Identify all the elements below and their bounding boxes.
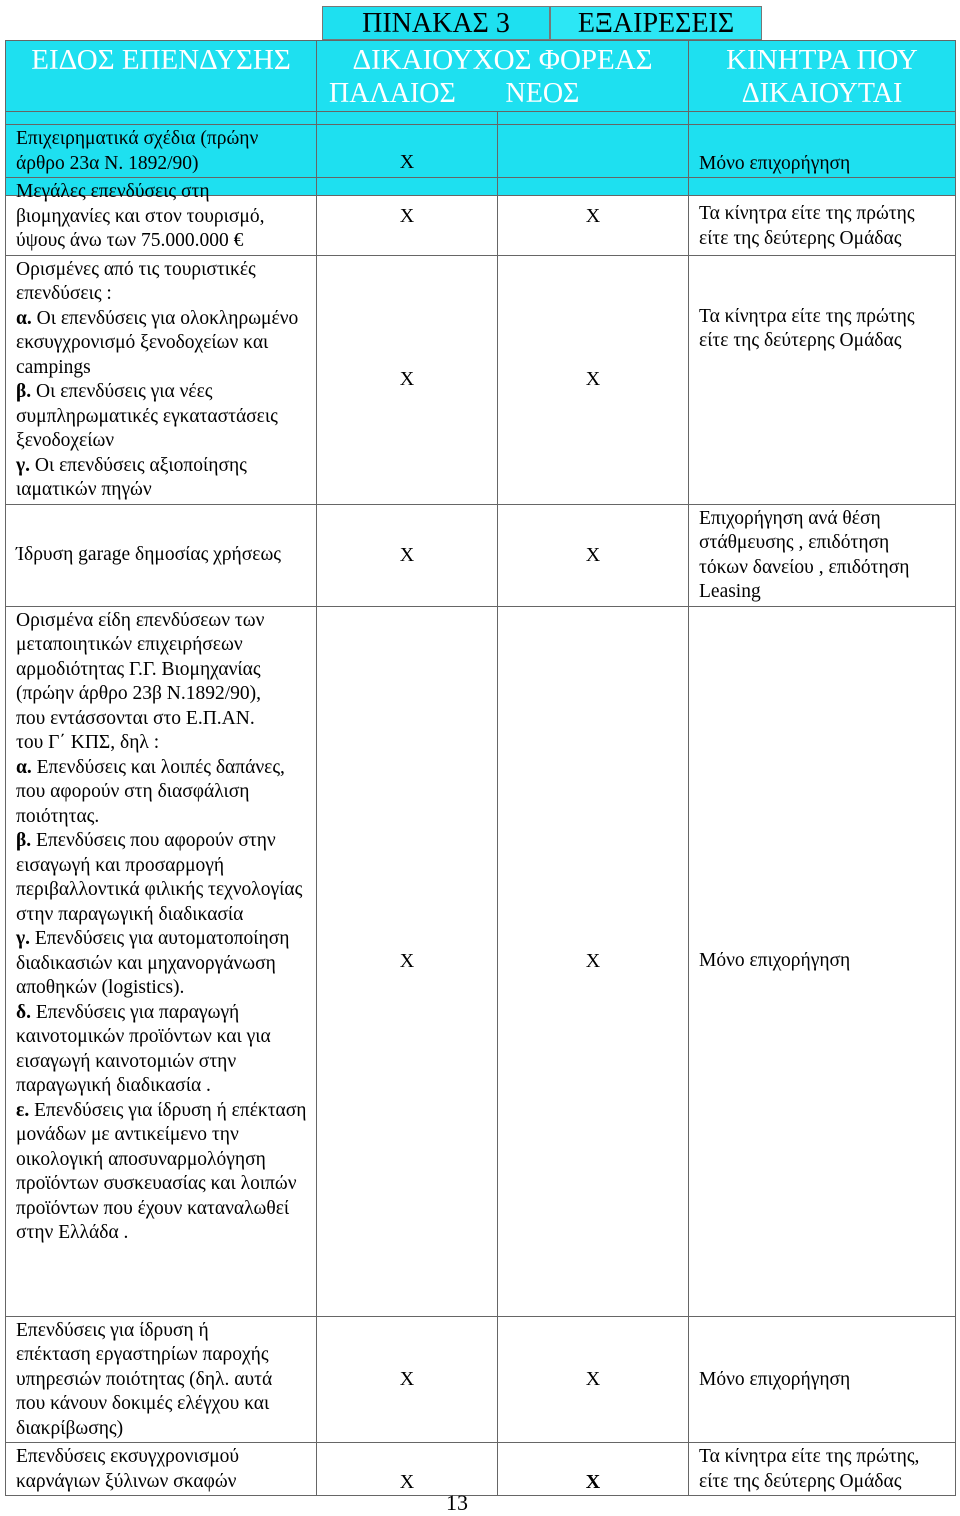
table-row	[6, 255, 956, 504]
table-title-bar	[322, 6, 762, 40]
new-mark: Χ	[498, 1316, 689, 1443]
row-description: Επενδύσεις εκσυγχρονισμού καρνάγιων ξύλινων σκαφών	[6, 1443, 317, 1496]
table-row	[6, 606, 956, 1316]
list-item: α. Οι επενδύσεις για ολοκληρωμένο εκσυγχρονισμό ξενοδοχείων και campings	[16, 307, 299, 378]
incentive-text: Επιχορήγηση ανά θέση στάθμευσης , επιδότηση τόκων δανείου , επιδότηση Leasing	[689, 504, 956, 606]
new-mark	[498, 125, 689, 178]
incentive-text: Τα κίνητρα είτε της πρώτης είτε της δεύτερης Ομάδας	[689, 178, 956, 256]
table-row	[6, 1316, 956, 1443]
header-row	[6, 41, 956, 112]
new-mark: Χ	[498, 255, 689, 504]
new-mark: Χ	[498, 504, 689, 606]
list-item: α. Επενδύσεις και λοιπές δαπάνες, που αφορούν στη διασφάλιση ποιότητας.	[16, 756, 285, 827]
table-row	[6, 178, 956, 256]
incentive-text: Τα κίνητρα είτε της πρώτης, είτε της δεύτερης Ομάδας	[689, 1443, 956, 1496]
old-mark: Χ	[317, 606, 498, 1316]
exceptions-label: ΕΞΑΙΡΕΣΕΙΣ	[550, 6, 762, 40]
header-beneficiary: ΔΙΚΑΙΟΥΧΟΣ ΦΟΡΕΑΣ ΠΑΛΑΙΟΣ ΝΕΟΣ	[317, 41, 689, 112]
row-description: Ίδρυση garage δημοσίας χρήσεως	[6, 504, 317, 606]
table-row	[6, 1443, 956, 1496]
old-mark: Χ	[317, 178, 498, 256]
incentive-text: Μόνο επιχορήγηση	[689, 1316, 956, 1443]
header-old: ΠΑΛΑΙΟΣ	[329, 78, 456, 109]
row-description: Ορισμένα είδη επενδύσεων των μεταποιητικών επιχειρήσεων αρμοδιότητας Γ.Γ. Βιομηχανίας (πρώην άρθρο 23β Ν.1892/90), που εντάσσονται στο Ε.Π.ΑΝ. του Γ΄ ΚΠΣ, δηλ : α. Επενδύσεις και λοιπές δαπάνες, που αφορούν στη διασφάλιση ποιότητας. β. Επενδύσεις που αφορούν στην εισαγωγή και προσαρμογή περιβαλλοντικά φιλικής τεχνολογίας στην παραγωγική διαδικασία γ. Επενδύσεις για αυτοματοποίηση διαδικασιών και μηχανοργάνωση αποθηκών (logistics). δ. Επενδύσεις για παραγωγή καινοτομικών προϊόντων και για εισαγωγή καινοτομιών στην παραγωγική διαδικασία . ε. Επενδύσεις για ίδρυση ή επέκταση μονάδων με αντικείμενο την οικολογική αποσυναρμολόγηση προϊόντων συσκευασίας και λοιπών προϊόντων που έχουν καταναλωθεί στην Ελλάδα .	[6, 606, 317, 1316]
list-item: ε. Επενδύσεις για ίδρυση ή επέκταση μονάδων με αντικείμενο την οικολογική αποσυναρμολόγηση προϊόντων συσκευασίας και λοιπών προϊόντων που έχουν καταναλωθεί στην Ελλάδα .	[16, 1099, 307, 1243]
row-description: Ορισμένες από τις τουριστικές επενδύσεις : α. Οι επενδύσεις για ολοκληρωμένο εκσυγχρονισμό ξενοδοχείων και campings β. Οι επενδύσεις για νέες συμπληρωματικές εγκαταστάσεις ξενοδοχείων γ. Οι επενδύσεις αξιοποίησης ιαματικών πηγών	[6, 255, 317, 504]
table-row	[6, 504, 956, 606]
list-item: β. Οι επενδύσεις για νέες συμπληρωματικές εγκαταστάσεις ξενοδοχείων	[16, 381, 278, 451]
list-item: δ. Επενδύσεις για παραγωγή καινοτομικών προϊόντων και για εισαγωγή καινοτομιών στην παραγωγική διαδικασία .	[16, 1001, 271, 1096]
incentive-text: Μόνο επιχορήγηση	[689, 606, 956, 1316]
incentive-text: Μόνο επιχορήγηση	[689, 125, 956, 178]
list-item: γ. Οι επενδύσεις αξιοποίησης ιαματικών πηγών	[16, 454, 247, 500]
table-label: ΠΙΝΑΚΑΣ 3	[322, 6, 550, 40]
header-incentives: ΚΙΝΗΤΡΑ ΠΟΥ ΔΙΚΑΙΟΥΤΑΙ	[689, 41, 956, 112]
row-description: Μεγάλες επενδύσεις στη βιομηχανίες και στον τουρισμό, ύψους άνω των 75.000.000 €	[6, 178, 317, 256]
new-mark: Χ	[498, 1443, 689, 1496]
new-mark: Χ	[498, 606, 689, 1316]
old-mark: Χ	[317, 1316, 498, 1443]
incentive-text: Τα κίνητρα είτε της πρώτης είτε της δεύτερης Ομάδας	[689, 255, 956, 504]
old-mark: Χ	[317, 504, 498, 606]
header-investment-type: ΕΙΔΟΣ ΕΠΕΝΔΥΣΗΣ	[6, 41, 317, 112]
investment-table-body	[5, 124, 956, 1496]
new-mark: Χ	[498, 178, 689, 256]
row-description: Επενδύσεις για ίδρυση ή επέκταση εργαστηρίων παροχής υπηρεσιών ποιότητας (δηλ. αυτά που κάνουν δοκιμές ελέγχου και διακρίβωσης)	[6, 1316, 317, 1443]
list-item: γ. Επενδύσεις για αυτοματοποίηση διαδικασιών και μηχανοργάνωση αποθηκών (logistics).	[16, 928, 290, 998]
old-mark: Χ	[317, 125, 498, 178]
row-description: Επιχειρηματικά σχέδια (πρώην άρθρο 23α Ν. 1892/90)	[6, 125, 317, 178]
old-mark: Χ	[317, 1443, 498, 1496]
table-row	[6, 125, 956, 178]
list-item: β. Επενδύσεις που αφορούν στην εισαγωγή και προσαρμογή περιβαλλοντικά φιλικής τεχνολογίας στην παραγωγική διαδικασία	[16, 830, 303, 925]
page-number: 13	[446, 1490, 468, 1515]
header-new: ΝΕΟΣ	[505, 78, 580, 109]
old-mark: Χ	[317, 255, 498, 504]
